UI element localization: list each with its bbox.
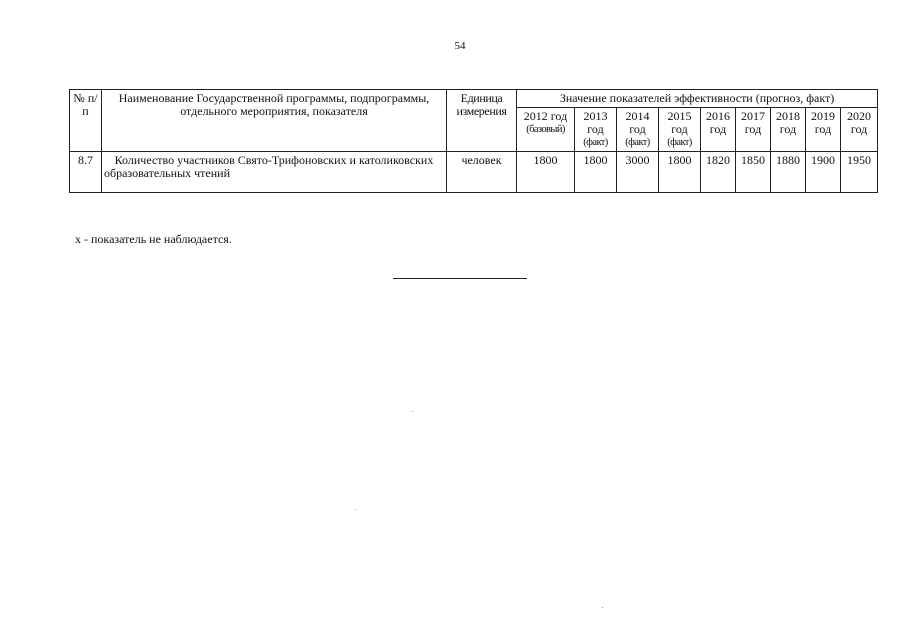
scan-speck xyxy=(602,607,603,608)
header-row-1 xyxy=(70,90,878,108)
header-num: № п/п xyxy=(70,90,102,152)
row-name: Количество участников Свято-Трифоновских и католиковских образовательных чтений xyxy=(102,152,447,193)
header-year: 2012 год (базовый) xyxy=(517,108,575,152)
row-value: 1950 xyxy=(841,152,878,193)
header-year: 2015 год (факт) xyxy=(659,108,701,152)
separator-line xyxy=(393,278,527,279)
header-values-group: Значение показателей эффективности (прогноз, факт) xyxy=(517,90,878,108)
header-name: Наименование Государственной программы, подпрограммы, отдельного мероприятия, показателя xyxy=(102,90,447,152)
indicators-table xyxy=(69,89,878,193)
header-year: 2013 год (факт) xyxy=(575,108,617,152)
row-value: 3000 xyxy=(617,152,659,193)
header-year: 2020 год xyxy=(841,108,878,152)
row-value: 1900 xyxy=(806,152,841,193)
row-value: 1820 xyxy=(701,152,736,193)
header-unit: Единица измерения xyxy=(447,90,517,152)
scan-speck xyxy=(412,411,413,412)
row-unit: человек xyxy=(447,152,517,193)
header-year: 2019 год xyxy=(806,108,841,152)
row-num: 8.7 xyxy=(70,152,102,193)
header-year: 2014 год (факт) xyxy=(617,108,659,152)
page-number: 54 xyxy=(454,40,466,52)
row-value: 1850 xyxy=(736,152,771,193)
table-row xyxy=(70,152,878,193)
header-year: 2016 год xyxy=(701,108,736,152)
row-value: 1800 xyxy=(517,152,575,193)
row-value: 1800 xyxy=(575,152,617,193)
row-value: 1880 xyxy=(771,152,806,193)
header-year: 2017 год xyxy=(736,108,771,152)
row-value: 1800 xyxy=(659,152,701,193)
scan-speck xyxy=(355,509,356,510)
header-year: 2018 год xyxy=(771,108,806,152)
footnote: х - показатель не наблюдается. xyxy=(75,232,232,246)
